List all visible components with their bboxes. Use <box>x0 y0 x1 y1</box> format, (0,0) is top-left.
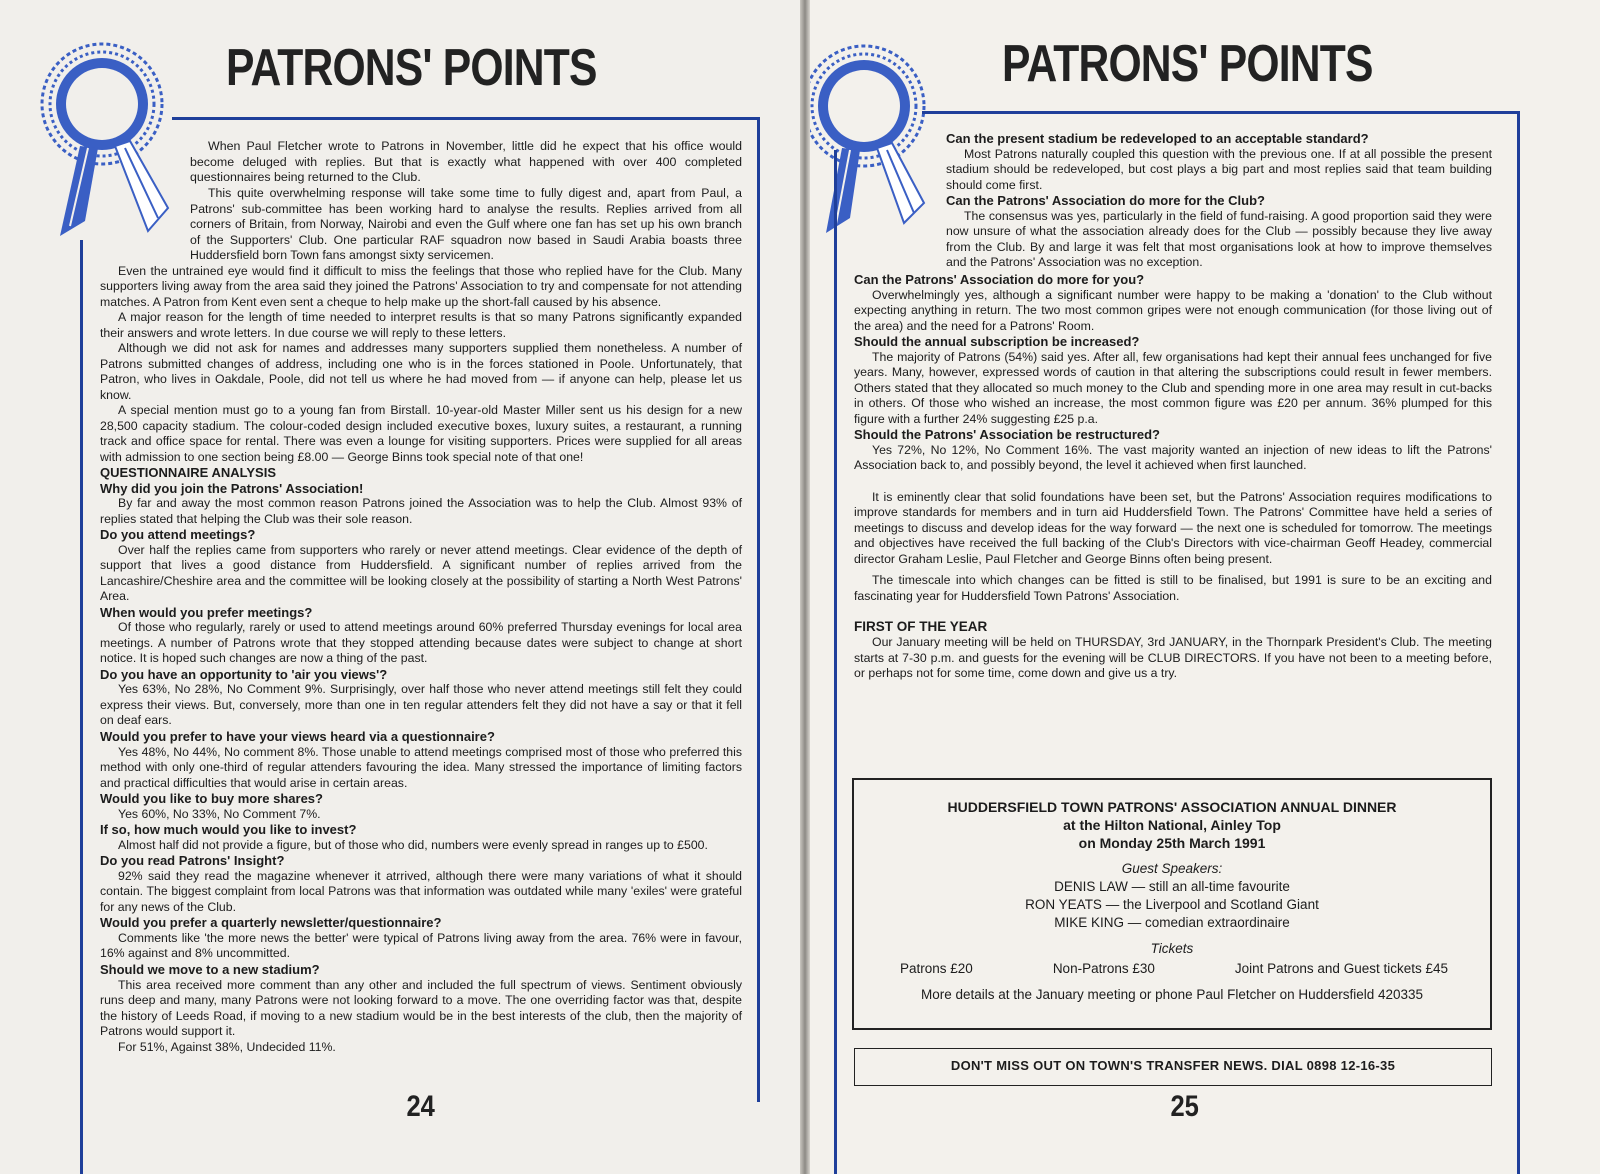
intro-paragraph: When Paul Fletcher wrote to Patrons in November, little did he expect that his office would become deluged with replies. But that is exactly what happened with over 400 completed questionnaires being returned to the Club. <box>190 139 742 185</box>
page-number: 25 <box>1170 1090 1199 1123</box>
answer-text: Over half the replies came from supporters who rarely or never attend meetings. Clear evidence of the depth of support that lives a good distance from Huddersfield. A significant number of replies arrived from the Lancashire/Cheshire area and the committee will be looking closely at the possibility of starting a North West Patrons' Area. <box>100 542 742 604</box>
intro-paragraph: Although we did not ask for names and addresses many supporters supplied them nonetheless. A number of Patrons submitted changes of address, including one who is in the forces stationed in Poole. Unfortunately, that Patron, who lives in Oakdale, Poole, did not tell us where he had moved from — if anyone can help, please let us know. <box>100 341 742 402</box>
question-heading: Can the Patrons' Association do more for the Club? <box>946 193 1265 209</box>
article-body-continued <box>946 131 1492 271</box>
article-intro-wrap <box>190 139 742 186</box>
frame-left-border <box>834 150 837 1174</box>
transfer-news-text: DON'T MISS OUT ON TOWN'S TRANSFER NEWS. DIAL 0898 12-16-35 <box>950 1058 1396 1073</box>
dinner-details: More details at the January meeting or phone Paul Fletcher on Huddersfield 420335 <box>920 987 1424 1002</box>
answer-text: Overwhelmingly yes, although a significant number were happy to be making a 'donation' to the Club without expecting anything in return. The two most common gripes were not enough communication (for those living out of the area) and the need for a Patrons' Room. <box>854 287 1492 333</box>
question-heading: Would you prefer a quarterly newsletter/questionnaire? <box>100 915 442 931</box>
tickets-label: Tickets <box>1150 941 1194 956</box>
page-title: PATRONS' POINTS <box>226 39 597 97</box>
answer-text: Yes 60%, No 33%, No Comment 7%. <box>118 806 321 821</box>
article-body-continued-wide <box>854 272 1492 682</box>
answer-text: This area received more comment than any other and included the full spectrum of views. Sentiment obviously runs deep and many, many Patrons were not looking forward to a move. The one overriding factor was that, despite the history of Leeds Road, if moving to a new stadium would be in the best interests of the club, then the majority of Patrons would support it. <box>100 977 742 1039</box>
answer-text: The consensus was yes, particularly in the field of fund-raising. A good proportion said they were now unsure of what the association already does for the Club — possibly because they live away from the Club. By and large it was felt that most organisations look at how to improve themselves and the Patrons' Association was no exception. <box>946 208 1492 270</box>
question-heading: When would you prefer meetings? <box>100 604 313 620</box>
meeting-notice: Our January meeting will be held on THURSDAY, 3rd JANUARY, in the Thornpark President's Club. The meeting starts at 7-30 p.m. and guests for the evening will be CLUB DIRECTORS. If you have not been to a meeting before, or perhaps not for some time, come down and give us a try. <box>854 635 1492 681</box>
answer-text: Comments like 'the more news the better' were typical of Patrons living away from the area. 76% were in favour, 16% against and 8% uncommitted. <box>100 930 742 961</box>
intro-paragraph: Even the untrained eye would find it difficult to miss the feelings that those who replied have for the Club. Many supporters living away from the area said they joined the Patrons' Association to try and compensate for not attending matches. A Patron from Kent even sent a cheque to help make up the short-fall caused by his absence. <box>100 263 742 309</box>
question-heading: Should the Patrons' Association be restructured? <box>854 427 1160 443</box>
frame-left-border <box>80 240 83 1174</box>
ticket-prices <box>854 960 1490 978</box>
question-heading: Would you like to buy more shares? <box>100 791 323 807</box>
frame-top-border <box>172 117 760 120</box>
frame-top-border <box>922 111 1520 114</box>
page-25 <box>810 0 1600 1174</box>
section-heading: QUESTIONNAIRE ANALYSIS <box>100 465 277 480</box>
dinner-heading: HUDDERSFIELD TOWN PATRONS' ASSOCIATION ANNUAL DINNER <box>947 799 1397 815</box>
speaker-line: RON YEATS — the Liverpool and Scotland Giant <box>1025 897 1319 912</box>
article-body <box>100 186 742 1055</box>
dinner-venue: at the Hilton National, Ainley Top <box>1063 817 1281 833</box>
annual-dinner-box <box>852 778 1492 1030</box>
closing-paragraph: The timescale into which changes can be fitted is still to be finalised, but 1991 is sure to be an exciting and fascinating year for Huddersfield Town Patrons' Association. <box>854 573 1492 603</box>
page-number: 24 <box>406 1090 435 1123</box>
ticket-price: Non-Patrons £30 <box>1052 961 1155 976</box>
speakers-label: Guest Speakers: <box>1121 861 1223 876</box>
spacer <box>854 604 1492 618</box>
answer-text: Yes 72%, No 12%, No Comment 16%. The vast majority wanted an injection of new ideas to lift the Patrons' Association back to, and possibly beyond, the level it achieved when first launched. <box>854 442 1492 473</box>
question-heading: Do you have an opportunity to 'air you views'? <box>100 666 388 682</box>
ticket-price: Patrons £20 <box>900 961 973 976</box>
question-heading: Should we move to a new stadium? <box>100 961 320 977</box>
frame-right-border <box>1517 111 1520 1174</box>
closing-paragraph: It is eminently clear that solid foundations have been set, but the Patrons' Association requires modifications to improve standards for members and in turn aid Huddersfield Town. The Patrons' Committee have held a series of meetings to discuss and develop ideas for the way forward — the next one is scheduled for tomorrow. The meetings and objectives have received the full backing of the Club's Directors with vice-chairman Geoff Headey, commercial director Graham Leslie, Paul Fletcher and George Binns often being present. <box>854 489 1492 566</box>
dinner-date: on Monday 25th March 1991 <box>1078 835 1266 851</box>
answer-text: Yes 63%, No 28%, No Comment 9%. Surprisingly, over half those who never attend meetings still felt they could express their views. But, conversely, more than one in ten regular attenders felt they did not have a say or that it fell on deaf ears. <box>100 682 742 728</box>
question-heading: Do you attend meetings? <box>100 527 256 543</box>
answer-text: Almost half did not provide a figure, but of those who did, numbers were evenly spread in ranges up to £500. <box>118 837 708 852</box>
speaker-line: DENIS LAW — still an all-time favourite <box>1054 879 1290 894</box>
answer-text: 92% said they read the magazine whenever it atrrived, although there were many variations of what it should contain. The biggest complaint from local Patrons was that information was outdated while many 'exiles' were grateful for any news of the Club. <box>100 868 742 914</box>
speaker-line: MIKE KING — comedian extraordinaire <box>1054 915 1290 930</box>
intro-paragraph: This quite overwhelming response will take some time to fully digest and, apart from Paul, a Patrons' sub-committee has been working hard to analyse the results. Replies arrived from all corners of Britain, from Norway, Nairobi and even the Gulf where one fan has set up his own branch of the Supporters' Club. One particular RAF squadron now based in Saudi Arabia boasts three Huddersfield born Town fans amongst sixty servicemen. <box>190 186 742 262</box>
intro-paragraph: A major reason for the length of time needed to interpret results is that so many Patrons significantly expanded their answers and wrote letters. In due course we will reply to these letters. <box>100 310 742 340</box>
spacer <box>854 474 1492 490</box>
answer-text: By far and away the most common reason Patrons joined the Association was to help the Club. Almost 93% of replies stated that helping the Club was their sole reason. <box>100 496 742 526</box>
question-heading: Would you prefer to have your views heard via a questionnaire? <box>100 728 495 744</box>
ticket-price: Joint Patrons and Guest tickets £45 <box>1234 961 1448 976</box>
answer-text: The majority of Patrons (54%) said yes. After all, few organisations had kept their annual fees unchanged for five years. Many, however, expressed words of caution in that altering the subscriptions could result in fewer members. Others stated that they allocated so much money to the Club and spending more in one area may result in cut-backs in others. Of those who wished an increase, the most common figure was £20 per annum. 36% plumped for this figure with a further 24% suggesting £25 p.a. <box>854 349 1492 426</box>
binding-gutter <box>800 0 810 1174</box>
question-heading: If so, how much would you like to invest? <box>100 822 357 838</box>
question-heading: Why did you join the Patrons' Association! <box>100 480 364 496</box>
question-heading: Can the Patrons' Association do more for you? <box>854 272 1145 287</box>
question-heading: Should the annual subscription be increased? <box>854 334 1140 350</box>
intro-paragraph: A special mention must go to a young fan from Birstall. 10-year-old Master Miller sent us his design for a new 28,500 capacity stadium. The colour-coded design included executive boxes, luxury suites, a restaurant, a running track and office space for rental. There was even a lounge for visiting supporters. Prices were supplied for all areas with admission to one section being £8.00 — George Binns took special note of that one! <box>100 403 742 464</box>
answer-text: For 51%, Against 38%, Undecided 11%. <box>118 1039 336 1054</box>
transfer-news-banner <box>854 1048 1492 1086</box>
page-title: PATRONS' POINTS <box>1002 35 1373 93</box>
question-heading: Can the present stadium be redeveloped to an acceptable standard? <box>946 131 1369 146</box>
frame-right-border <box>757 117 760 1102</box>
rosette-icon <box>810 38 942 243</box>
section-heading: FIRST OF THE YEAR <box>854 619 988 635</box>
question-heading: Do you read Patrons' Insight? <box>100 853 285 869</box>
answer-text: Of those who regularly, rarely or used to attend meetings around 60% preferred Thursday evenings for local area meetings. A number of Patrons wrote that they stopped attending because dates were subject to change at short notice. It is hoped such changes are now a thing of the past. <box>100 620 742 666</box>
answer-text: Most Patrons naturally coupled this question with the previous one. If at all possible the present stadium should be redeveloped, but cost plays a big part and most replies said that team building should come first. <box>946 146 1492 192</box>
answer-text: Yes 48%, No 44%, No comment 8%. Those unable to attend meetings comprised most of those who preferred this method with only one-third of regular attenders favouring the idea. Many stressed the importance of limiting factors and practical difficulties that would arise in certain areas. <box>100 744 742 790</box>
